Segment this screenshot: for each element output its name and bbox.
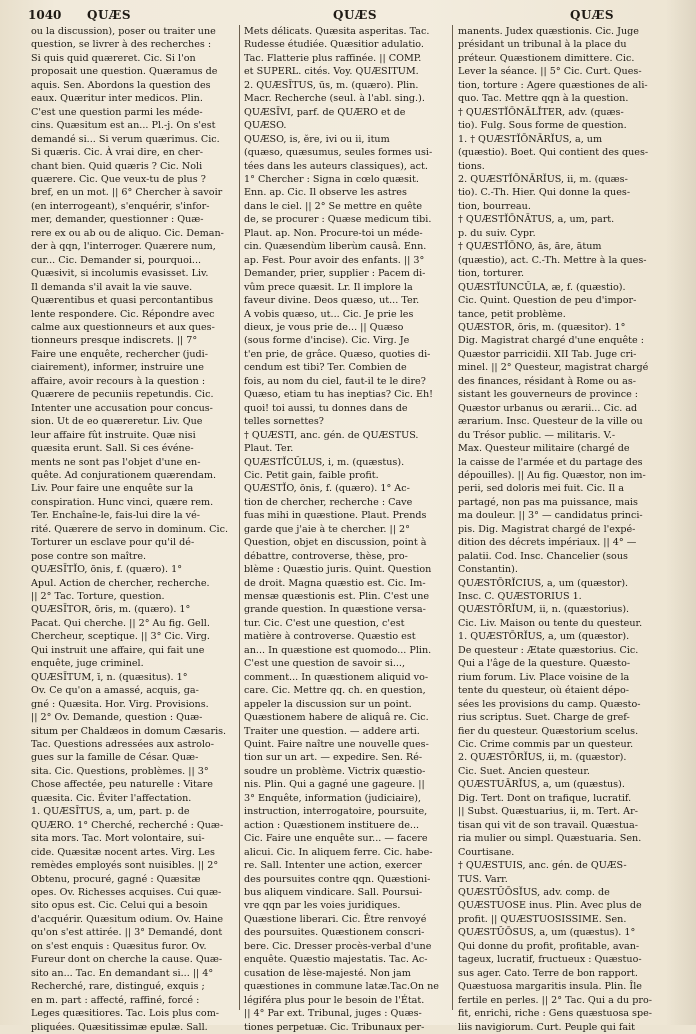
text-line: et SUPERL. cités. Voy. QUÆSITUM.	[244, 66, 419, 78]
text-line: dans le ciel. || 2° Se mettre en quête	[244, 200, 423, 212]
text-line: de droit. Magna quæstio est. Cic. Im-	[244, 577, 426, 589]
text-line: ma douleur. || 3° — candidatus princi-	[458, 510, 643, 522]
text-line: care. Cic. Mettre qq. ch. en question,	[244, 685, 426, 697]
text-line: Quæsivit, si incolumis evasisset. Liv.	[31, 268, 209, 280]
text-line: appeler la discussion sur un point.	[244, 698, 412, 710]
text-line: la caisse de l'armée et du partage des	[458, 456, 643, 468]
text-line: (quæso, quæsumus, seules formes usi-	[244, 147, 433, 159]
text-line: Quæstione liberari. Cic. Être renvoyé	[244, 913, 427, 925]
text-line: blème : Quæstio juris. Quint. Question	[244, 564, 432, 576]
text-line: Quæstuosa margaritis insula. Plin. Île	[458, 981, 642, 993]
text-line: Recherché, rare, distingué, exquis ;	[31, 981, 205, 993]
text-line: tio). Fulg. Sous forme de question.	[458, 120, 627, 132]
text-line: affaire, avoir recours à la question :	[31, 375, 206, 387]
text-line: manents. Judex quæstionis. Cic. Juge	[458, 26, 639, 37]
text-line: liis navigiorum. Curt. Peuple qui fait	[458, 1021, 636, 1033]
text-line: situm per Chaldæos in domum Cæsaris.	[31, 725, 227, 737]
text-line: Plaut. Ter.	[244, 443, 294, 455]
text-line: leur affaire fût instruite. Quæ nisi	[31, 429, 196, 441]
running-headword-left: QUÆS	[87, 8, 131, 22]
text-line: Torturer un esclave pour qu'il dé-	[31, 537, 195, 549]
text-line: Enn. ap. Cic. Il observe les astres	[244, 187, 407, 199]
text-line: telles sornettes?	[244, 416, 324, 428]
text-line: 3° Enquête, information (judiciaire),	[244, 792, 422, 804]
text-line: quæsita. Cic. Éviter l'affectation.	[31, 792, 192, 804]
text-line: C'est une question parmi les méde-	[31, 106, 203, 118]
text-line: Quæso, etiam tu has ineptias? Cic. Eh!	[244, 389, 434, 401]
text-line: ou la discussion), poser ou traiter une	[31, 26, 216, 37]
text-line: Quæstor urbanus ou ærarii... Cic. ad	[458, 402, 638, 414]
text-line: minel. || 2° Questeur, magistrat chargé	[458, 362, 649, 374]
text-line: quête. Ad conjurationem quærendam.	[31, 469, 217, 481]
text-line: 1. QUÆSĪTUS, a, um, part. p. de	[31, 806, 190, 818]
text-line: Si quæris. Cic. À vrai dire, en cher-	[31, 147, 203, 159]
text-line: bere. Cic. Dresser procès-verbal d'une	[244, 940, 432, 952]
text-line: 1° Chercher : Signa in cœlo quæsit.	[244, 173, 419, 185]
text-line: tisan qui vit de son travail. Quæstua-	[458, 819, 638, 831]
text-line: sita mors. Tac. Mort volontaire, sui-	[31, 833, 205, 845]
text-line: Cic. Crime commis par un questeur.	[458, 739, 634, 751]
text-line: ciairement), informer, instruire une	[31, 362, 204, 374]
text-line: sées les provisions du camp. Quæsto-	[458, 698, 641, 710]
text-line: (quæstio). Boet. Qui contient des ques-	[458, 147, 649, 159]
text-line: (en interrogeant), s'enquérir, s'infor-	[31, 200, 210, 212]
text-line: de, se procurer : Quæse medicum tibi.	[244, 214, 432, 226]
text-line: der à qqn, l'interroger. Quærere num,	[31, 241, 216, 253]
text-line: quo. Tac. Mettre qqn à la question.	[458, 93, 629, 105]
text-line: || 4° Par ext. Tribunal, juges : Quæs-	[244, 1008, 422, 1020]
text-line: qu'on s'est attirée. || 3° Demandé, dont	[31, 927, 223, 939]
text-line: QUÆSTŬŌSĬUS, adv. comp. de	[458, 887, 610, 898]
text-line: 2. QUÆSĪTUS, ūs, m. (quæro). Plin.	[244, 79, 419, 91]
text-line: † QUÆSTĬŌNĀLĬTER, adv. (quæs-	[458, 106, 624, 118]
text-line: Quint. Faire naître une nouvelle ques-	[244, 739, 429, 751]
text-line: fier du questeur. Quæstorium scelus.	[458, 725, 639, 737]
text-line: Traiter une question. — addere arti.	[244, 725, 420, 737]
text-line: C'est une question de savoir si...,	[244, 658, 406, 670]
text-line: instruction, interrogatoire, poursuite,	[244, 806, 428, 818]
text-line: cide. Quæsitæ nocent artes. Virg. Les	[31, 846, 215, 858]
text-column-2	[244, 25, 446, 1033]
text-line: Max. Questeur militaire (chargé de	[458, 443, 630, 455]
text-line: ap. Fest. Pour avoir des enfants. || 3°	[244, 254, 425, 266]
text-line: palatii. Cod. Insc. Chancelier (sous	[458, 550, 628, 562]
text-line: Quærentibus et quasi percontantibus	[31, 295, 214, 307]
text-line: demandé si... Si verum quærimus. Cic.	[31, 133, 220, 145]
text-line: tiones perpetuæ. Cic. Tribunaux per-	[244, 1021, 425, 1033]
text-line: quæsita erunt. Sall. Si ces événe-	[31, 443, 194, 455]
text-line: sistant les gouverneurs de province :	[458, 389, 639, 401]
text-line: rere ex ou ab ou de aliquo. Cic. Deman-	[31, 227, 224, 239]
text-line: Lever la séance. || 5° Cic. Curt. Ques-	[458, 66, 642, 78]
text-line: ria mulier ou simpl. Quæstuaria. Sen.	[458, 833, 642, 845]
text-line: 1. QUÆSTŌRĬUS, a, um (quæstor).	[458, 631, 630, 643]
text-line: Dig. Magistrat chargé d'une enquête :	[458, 335, 645, 347]
text-line: question, se livrer à des recherches :	[31, 39, 212, 51]
text-line: Chose affectée, peu naturelle : Vitare	[31, 779, 213, 791]
text-line: QUÆSTŌRĬCIUS, a, um (quæstor).	[458, 577, 629, 589]
text-line: tur. Cic. C'est une question, c'est	[244, 617, 405, 629]
text-line: préteur. Quæstionem dimittere. Cic.	[458, 52, 635, 64]
text-line: quoi! toi aussi, tu donnes dans de	[244, 402, 408, 414]
page-number: 1040	[28, 8, 62, 22]
text-line: Qui donne du profit, profitable, avan-	[458, 940, 640, 952]
text-line: tion, torturer.	[458, 268, 525, 280]
text-line: Rudesse étudiée. Quæsitior adulatio.	[244, 39, 424, 51]
text-line: alicui. Cic. In aliquem ferre. Cic. habe-	[244, 846, 433, 858]
text-line: QUÆSĪTĬO, ōnis, f. (quæro). 1°	[31, 564, 183, 576]
text-line: tion, bourreau.	[458, 200, 531, 212]
text-line: an... In quæstione est quomodo... Plin.	[244, 644, 432, 656]
text-line: Chercheur, sceptique. || 3° Cic. Virg.	[31, 631, 210, 643]
text-line: sion. Ut de eo quæreretur. Liv. Que	[31, 416, 203, 428]
text-line: QUÆSTŌRĬUM, ii, n. (quæstorius).	[458, 604, 630, 616]
text-line: QUÆSTUĀRĬUS, a, um (quæstus).	[458, 779, 625, 791]
text-line: Ov. Ce qu'on a amassé, acquis, ga-	[31, 685, 199, 697]
text-line: p. du suiv. Cypr.	[458, 227, 536, 239]
text-line: De questeur : Ætate quæstorius. Cic.	[458, 644, 639, 656]
text-line: Plaut. ap. Non. Procure-toi un méde-	[244, 227, 423, 239]
text-line: bus aliquem vindicare. Sall. Poursui-	[244, 887, 423, 898]
text-line: sito opus est. Cic. Celui qui a besoin	[31, 900, 208, 912]
text-line: vre qqn par les voies juridiques.	[244, 900, 401, 912]
text-line: fit, enrichi, riche : Gens quæstuosa spe-	[458, 1008, 653, 1020]
text-line: action : Quæstionem instituere de...	[244, 819, 420, 831]
text-line: rium forum. Liv. Place voisine de la	[458, 671, 630, 683]
running-headword-center: QUÆS	[333, 8, 377, 22]
text-line: lente respondere. Cic. Répondre avec	[31, 308, 215, 320]
text-line: sita. Cic. Questions, problèmes. || 3°	[31, 765, 209, 777]
text-line: re. Sall. Intenter une action, exercer	[244, 860, 422, 872]
text-line: Il demanda s'il avait la vie sauve.	[31, 281, 193, 293]
text-line: QUÆRO. 1° Cherché, recherché : Quæ-	[31, 819, 224, 831]
running-headword-right: QUÆS	[570, 8, 614, 22]
text-line: comment... In quæstionem aliquid vo-	[244, 671, 429, 683]
text-line: QUÆSTUOSE inus. Plin. Avec plus de	[458, 900, 642, 912]
text-line: tente du questeur, où étaient dépo-	[458, 685, 629, 697]
text-line: soudre un problème. Victrix quæstio-	[244, 765, 426, 777]
text-line: ments ne sont pas l'objet d'une en-	[31, 456, 201, 468]
text-line: perii, sed doloris mei fuit. Cic. Il a	[458, 483, 624, 495]
column-divider	[452, 25, 453, 1010]
text-line: dieux, je vous prie de... || Quæso	[244, 321, 404, 333]
text-line: tageux, lucratif, fructueux : Quæstuo-	[458, 954, 642, 966]
text-line: Mets délicats. Quæsita asperitas. Tac.	[244, 26, 430, 37]
text-line: mer, demander, questionner : Quæ-	[31, 214, 204, 226]
text-line: des poursuites. Quæstionem conscri-	[244, 927, 425, 939]
text-line: chant bien. Quid quæris ? Cic. Noli	[31, 160, 203, 172]
text-line: Faire une enquête, rechercher (judi-	[31, 348, 208, 360]
text-line: Si quis quid quæreret. Cic. Si l'on	[31, 52, 196, 64]
text-line: pliquées. Quæsitissimæ epulæ. Sall.	[31, 1021, 208, 1033]
text-line: matière à controverse. Quæstio est	[244, 631, 416, 643]
text-line: gné : Quæsita. Hor. Virg. Provisions.	[31, 698, 209, 710]
text-line: gues sur la famille de César. Quæ-	[31, 752, 199, 764]
text-line: des finances, résidant à Rome ou as-	[458, 375, 637, 387]
text-line: faveur divine. Deos quæso, ut... Ter.	[244, 295, 420, 307]
text-line: tion sur un art. — expedire. Sen. Ré-	[244, 752, 423, 764]
text-line: tion de chercher, recherche : Cave	[244, 496, 413, 508]
text-line: QUÆSTŬŌSUS, a, um (quæstus). 1°	[458, 927, 636, 939]
text-line: Tac. Questions adressées aux astrolo-	[31, 739, 214, 751]
text-line: Macr. Recherche (seul. à l'abl. sing.).	[244, 93, 425, 105]
text-line: tions.	[458, 160, 485, 172]
text-line: Demander, prier, supplier : Pacem di-	[244, 268, 426, 280]
text-line: QUÆSTĬO, ōnis, f. (quæro). 1° Ac-	[244, 483, 410, 495]
text-line: † QUÆSTĬŌNO, ās, āre, ātum	[458, 241, 602, 253]
text-line: Cic. Petit gain, faible profit.	[244, 469, 379, 481]
text-line: tance, petit problème.	[458, 308, 566, 320]
text-line: QUÆSĪTUM, ī, n. (quæsitus). 1°	[31, 671, 188, 683]
text-line: quæstiones in commune latæ.Tac.On ne	[244, 981, 439, 993]
text-line: cendum est tibi? Ter. Combien de	[244, 362, 407, 374]
text-line: sito an... Tac. En demandant si... || 4°	[31, 967, 214, 979]
column-divider	[239, 25, 240, 1010]
text-line: Quæstionem habere de aliquâ re. Cic.	[244, 712, 429, 724]
text-line: vûm prece quæsit. Lr. Il implore la	[244, 281, 413, 293]
text-line: t'en prie, de grâce. Quæso, quoties di-	[244, 348, 431, 360]
text-line: Qui a l'âge de la questure. Quæsto-	[458, 658, 631, 670]
text-line: Fureur dont on cherche la cause. Quæ-	[31, 954, 223, 966]
text-line: Constantin).	[458, 564, 518, 576]
text-line: Courtisane.	[458, 846, 515, 858]
text-line: débattre, controverse, thèse, pro-	[244, 550, 408, 562]
text-line: tionneurs presque indiscrets. || 7°	[31, 335, 198, 347]
text-line: fois, au nom du ciel, faut-il te le dire?	[244, 375, 426, 387]
text-line: Leges quæsitiores. Tac. Lois plus com-	[31, 1008, 220, 1020]
text-line: opes. Ov. Richesses acquises. Cui quæ-	[31, 887, 222, 898]
text-line: Liv. Pour faire une enquête sur la	[31, 483, 194, 495]
text-line: QUÆSO.	[244, 120, 287, 132]
text-column-3	[458, 25, 664, 1033]
text-line: bref, en un mot. || 6° Chercher à savoir	[31, 187, 223, 199]
text-line: cins. Quæsitum est an... Pl.-j. On s'est	[31, 120, 216, 132]
text-line: sus ager. Cato. Terre de bon rapport.	[458, 967, 638, 979]
text-line: cusation de lèse-majesté. Non jam	[244, 967, 411, 979]
text-line: || 2° Tac. Torture, question.	[31, 591, 165, 603]
text-line: ærarium. Insc. Questeur de la ville ou	[458, 416, 643, 428]
text-line: profit. || QUÆSTUOSISSIME. Sen.	[458, 913, 627, 925]
page-edge-shadow	[666, 0, 696, 1025]
text-line: enquête. Quæstio majestatis. Tac. Ac-	[244, 954, 428, 966]
text-line: tio). C.-Th. Hier. Qui donne la ques-	[458, 187, 631, 199]
text-line: légiféra plus pour le besoin de l'État.	[244, 994, 425, 1006]
text-line: Obtenu, procuré, gagné : Quæsitæ	[31, 873, 201, 885]
text-line: rius scriptus. Suet. Charge de gref-	[458, 712, 630, 724]
text-line: quærere. Cic. Que veux-tu de plus ?	[31, 173, 206, 185]
text-line: Cic. Quint. Question de peu d'impor-	[458, 295, 637, 307]
text-line: Cic. Suet. Ancien questeur.	[458, 765, 590, 777]
text-line: QUÆSO, is, ĕre, ivi ou ii, itum	[244, 133, 390, 145]
text-line: eaux. Quæritur inter medicos. Plin.	[31, 93, 203, 105]
text-line: Insc. C. QUÆSTORIUS 1.	[458, 591, 582, 603]
text-line: Qui instruit une affaire, qui fait une	[31, 644, 205, 656]
text-line: mensæ quæstionis est. Plin. C'est une	[244, 591, 430, 603]
text-line: du Trésor public. — militaris. V.-	[458, 429, 616, 441]
text-line: tées dans les auteurs classiques), act.	[244, 160, 428, 172]
text-line: || 2° Ov. Demande, question : Quæ-	[31, 712, 203, 724]
text-line: QUÆSĪTOR, ōris, m. (quæro). 1°	[31, 604, 191, 616]
text-line: || Subst. Quæstuarius, ii, m. Tert. Ar-	[458, 806, 638, 818]
text-line: A vobis quæso, ut... Cic. Je prie les	[244, 308, 414, 320]
text-line: fertile en perles. || 2° Tac. Qui a du pro-	[458, 994, 652, 1006]
text-line: Pacat. Qui cherche. || 2° Au fig. Gell.	[31, 617, 210, 629]
text-line: Cic. Faire une enquête sur... — facere	[244, 833, 428, 845]
text-line: (sous forme d'incise). Cic. Virg. Je	[244, 335, 410, 347]
text-line: conspiration. Hunc vinci, quære rem.	[31, 496, 214, 508]
text-line: TUS. Varr.	[458, 873, 508, 885]
text-line: calme aux questionneurs et aux ques-	[31, 321, 215, 333]
text-line: aquis. Sen. Abordons la question des	[31, 79, 211, 91]
text-line: (quæstio), act. C.-Th. Mettre à la ques-	[458, 254, 647, 266]
text-line: Quæstor parricidii. XII Tab. Juge cri-	[458, 348, 637, 360]
text-line: pis. Dig. Magistrat chargé de l'expé-	[458, 523, 636, 535]
text-line: † QUÆSTUIS, anc. gén. de QUÆS-	[458, 860, 627, 872]
text-line: dépouilles). || Au fig. Quæstor, non im-	[458, 469, 646, 481]
text-line: Question, objet en discussion, point à	[244, 537, 427, 549]
text-line: 2. QUÆSTŌRĬUS, ii, m. (quæstor).	[458, 752, 627, 764]
text-line: dition des décrets impériaux. || 4° —	[458, 537, 637, 549]
text-line: QUÆSTOR, ōris, m. (quæsitor). 1°	[458, 321, 626, 333]
text-line: QUÆSĪVI, parf. de QUÆRO et de	[244, 106, 406, 118]
text-line: cur... Cic. Demander si, pourquoi...	[31, 254, 202, 266]
text-line: † QUÆSTĬŌNĀTUS, a, um, part.	[458, 214, 615, 226]
text-line: † QUÆSTI, anc. gén. de QUÆSTUS.	[244, 429, 419, 441]
text-line: QUÆSTĬCŬLUS, i, m. (quæstus).	[244, 456, 405, 468]
text-line: Intenter une accusation pour concus-	[31, 402, 213, 414]
text-line: rité. Quærere de servo in dominum. Cic.	[31, 523, 228, 535]
text-line: Ter. Enchaîne-le, fais-lui dire la vé-	[31, 510, 200, 522]
text-column-1	[31, 25, 233, 1033]
text-line: fuas mihi in quæstione. Plaut. Prends	[244, 510, 427, 522]
text-line: 1. † QUÆSTĬŌNĀRĬUS, a, um	[458, 133, 603, 145]
text-line: garde que j'aie à te chercher. || 2°	[244, 523, 410, 535]
text-line: 2. QUÆSTĬŌNĀRĬUS, ii, m. (quæs-	[458, 173, 628, 185]
text-line: Tac. Flatterie plus raffinée. || COMP.	[244, 52, 422, 64]
text-line: des poursuites contre qqn. Quæstioni-	[244, 873, 431, 885]
text-line: Dig. Tert. Dont on trafique, lucratif.	[458, 792, 632, 804]
text-line: remèdes employés sont nuisibles. || 2°	[31, 860, 219, 872]
text-line: Cic. Liv. Maison ou tente du questeur.	[458, 617, 643, 629]
text-line: enquête, juge criminel.	[31, 658, 144, 670]
text-line: pose contre son maître.	[31, 550, 147, 562]
text-line: présidant un tribunal à la place du	[458, 39, 627, 51]
text-line: d'acquérir. Quæsitum odium. Ov. Haine	[31, 913, 224, 925]
text-line: Quærere de pecuniis repetundis. Cic.	[31, 389, 214, 401]
text-line: on s'est enquis : Quæsitus furor. Ov.	[31, 940, 207, 952]
text-line: tion, torture : Agere quæstiones de ali-	[458, 79, 648, 91]
text-line: cin. Quæsendùm liberùm causâ. Enn.	[244, 241, 427, 253]
text-line: QUÆSTĬUNCŬLA, æ, f. (quæstio).	[458, 281, 626, 293]
text-line: en m. part : affecté, raffiné, forcé :	[31, 994, 200, 1006]
text-line: partagé, non pas ma puissance, mais	[458, 496, 638, 508]
text-line: grande question. In quæstione versa-	[244, 604, 426, 616]
text-line: proposait une question. Quæramus de	[31, 66, 218, 78]
text-line: Apul. Action de chercher, recherche.	[31, 577, 210, 589]
page-header	[28, 5, 668, 25]
text-line: nis. Plin. Qui a gagné une gageure. ||	[244, 779, 425, 791]
